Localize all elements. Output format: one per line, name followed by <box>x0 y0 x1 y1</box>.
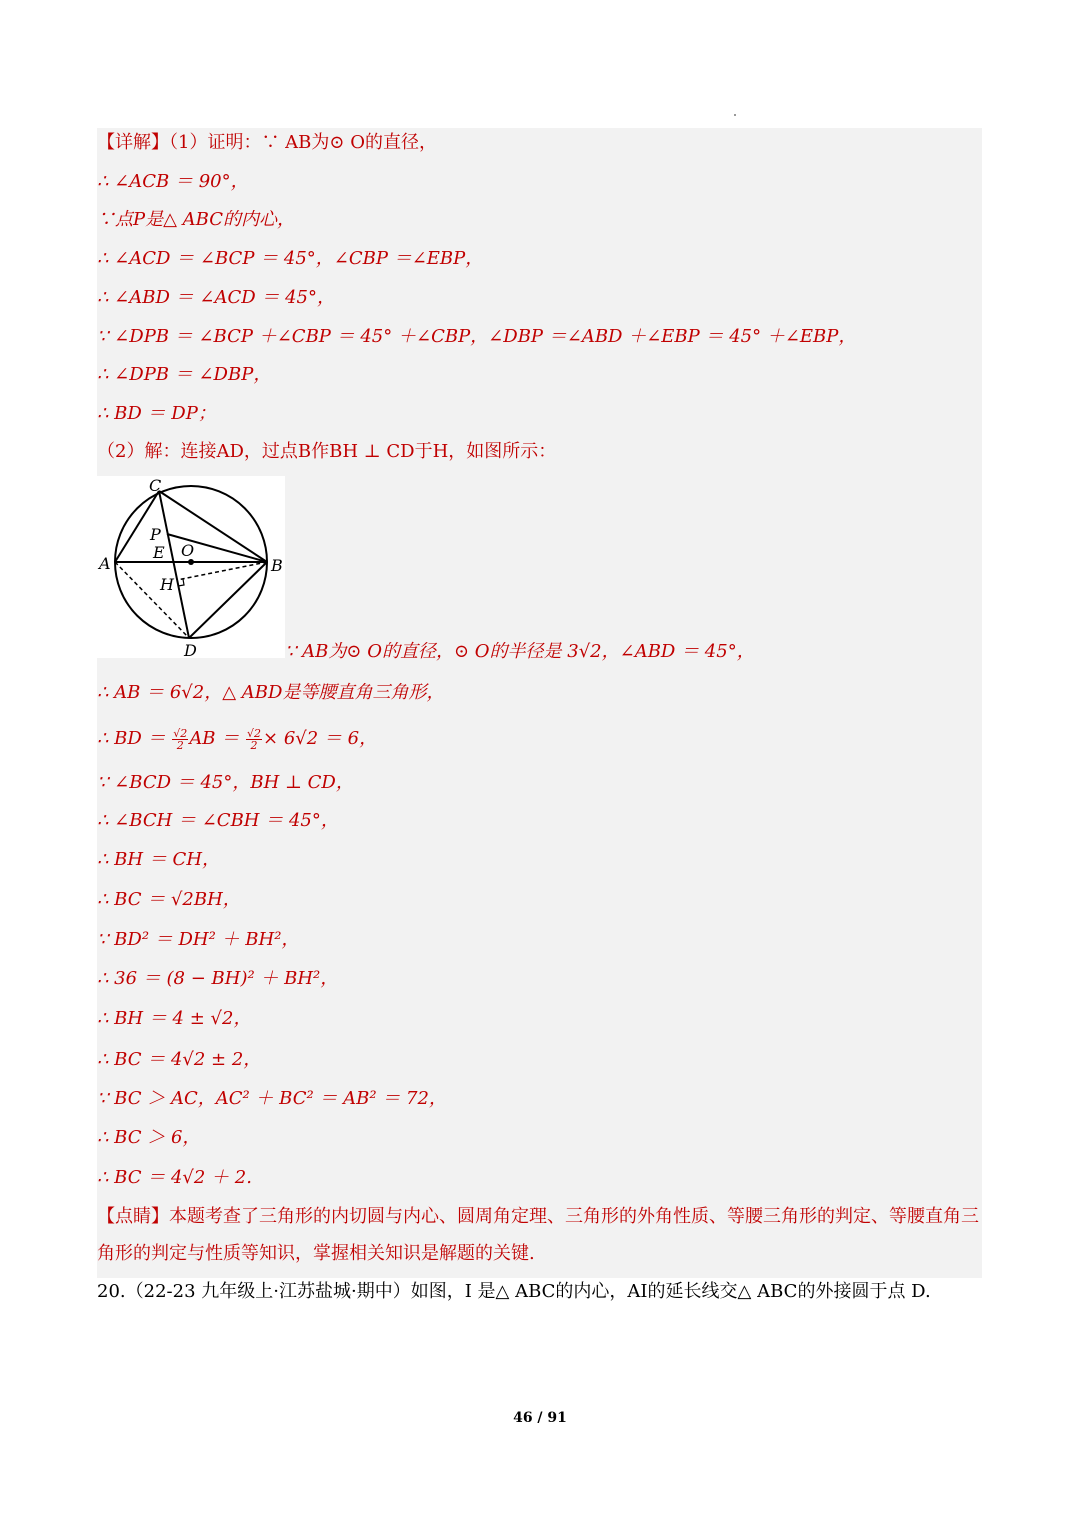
solution-line-7: ∴ ∠DPB ＝ ∠DBP， <box>97 364 272 385</box>
solution-line-2: ∴ ∠ACB ＝ 90°， <box>97 171 249 192</box>
question-text: 如图，I 是△ ABC的内心，AI的延长线交△ ABC的外接圆于点 D. <box>410 1281 931 1302</box>
segment-cd <box>159 491 189 638</box>
solution-line-4: ∴ ∠ACD ＝ ∠BCP ＝ 45°，∠CBP ＝∠EBP， <box>97 248 484 269</box>
question-source: （22-23 九年级上·江苏盐城·期中） <box>125 1281 411 1302</box>
label-p: P <box>150 525 161 544</box>
label-a: A <box>99 554 111 573</box>
geometry-figure <box>97 476 285 658</box>
fraction-1: $\frac{√2}{2}$ <box>173 726 188 752</box>
solution-line-6: ∵ ∠DPB ＝ ∠BCP ＋∠CBP ＝ 45° ＋∠CBP，∠DBP ＝∠ABD ＋∠EBP ＝ 45° ＋∠EBP， <box>97 326 857 347</box>
label-e: E <box>153 543 165 562</box>
comment-label: 【点睛】 <box>97 1206 169 1227</box>
question-20 <box>97 1277 931 1307</box>
comment-paragraph <box>97 1198 979 1272</box>
solution-line-15: ∵ BD² ＝ DH² ＋ BH²， <box>97 929 300 950</box>
solution-header: 【详解】 <box>97 132 169 153</box>
label-h: H <box>160 575 174 594</box>
solution-line-3: ∵点P是△ ABC的内心， <box>97 209 296 230</box>
circle-diagram <box>97 476 285 658</box>
question-number: 20. <box>97 1281 126 1302</box>
page-number: 46 / 91 <box>513 1410 567 1426</box>
label-b: B <box>271 556 283 575</box>
bd-suffix: × 6√2 ＝ 6， <box>263 728 378 749</box>
solution-line-10: ∴ AB ＝ 6√2，△ ABD是等腰直角三角形， <box>97 682 445 703</box>
solution-line-bd <box>97 719 377 759</box>
solution-line-14: ∴ BC ＝ √2BH， <box>97 889 241 910</box>
solution-line-1 <box>97 128 437 158</box>
solution-line-20: ∴ BC ＞ 6， <box>97 1127 201 1148</box>
solution-line-5: ∴ ∠ABD ＝ ∠ACD ＝ 45°， <box>97 287 335 308</box>
solution-line-11: ∵ ∠BCD ＝ 45°，BH ⊥ CD， <box>97 772 354 793</box>
solution-text: （1）证明：∵ AB为⊙ O的直径， <box>169 132 437 153</box>
label-o: O <box>181 541 195 560</box>
segment-bd <box>189 562 267 638</box>
label-d: D <box>184 641 197 658</box>
label-c: C <box>149 476 162 495</box>
solution-line-12: ∴ ∠BCH ＝ ∠CBH ＝ 45°， <box>97 810 339 831</box>
figure-caption-line: ∵ AB为⊙ O的直径，⊙ O的半径是 3√2，∠ABD ＝ 45°， <box>285 641 755 662</box>
page-speck <box>734 114 736 116</box>
solution-line-19: ∵ BC ＞ AC，AC² ＋ BC² ＝ AB² ＝ 72， <box>97 1088 447 1109</box>
solution-line-17: ∴ BH ＝ 4 ± √2， <box>97 1008 252 1029</box>
comment-text: 本题考查了三角形的内切圆与内心、圆周角定理、三角形的外角性质、等腰三角形的判定、等腰直角三角形的判定与性质等知识，掌握相关知识是解题的关键. <box>97 1206 979 1264</box>
solution-line-21: ∴ BC ＝ 4√2 ＋ 2. <box>97 1167 252 1188</box>
fraction-2: $\frac{√2}{2}$ <box>247 726 262 752</box>
solution-line-13: ∴ BH ＝ CH， <box>97 849 221 870</box>
solution-line-16: ∴ 36 ＝ (8 − BH)² ＋ BH²， <box>97 968 339 989</box>
solution-line-9: （2）解：连接AD，过点B作BH ⊥ CD于H，如图所示： <box>97 441 557 462</box>
bd-mid: AB ＝ <box>189 728 240 749</box>
bd-prefix: ∴ BD ＝ <box>97 728 166 749</box>
solution-line-8: ∴ BD ＝ DP； <box>97 403 216 424</box>
solution-line-18: ∴ BC ＝ 4√2 ± 2， <box>97 1049 262 1070</box>
segment-cb <box>159 491 267 562</box>
